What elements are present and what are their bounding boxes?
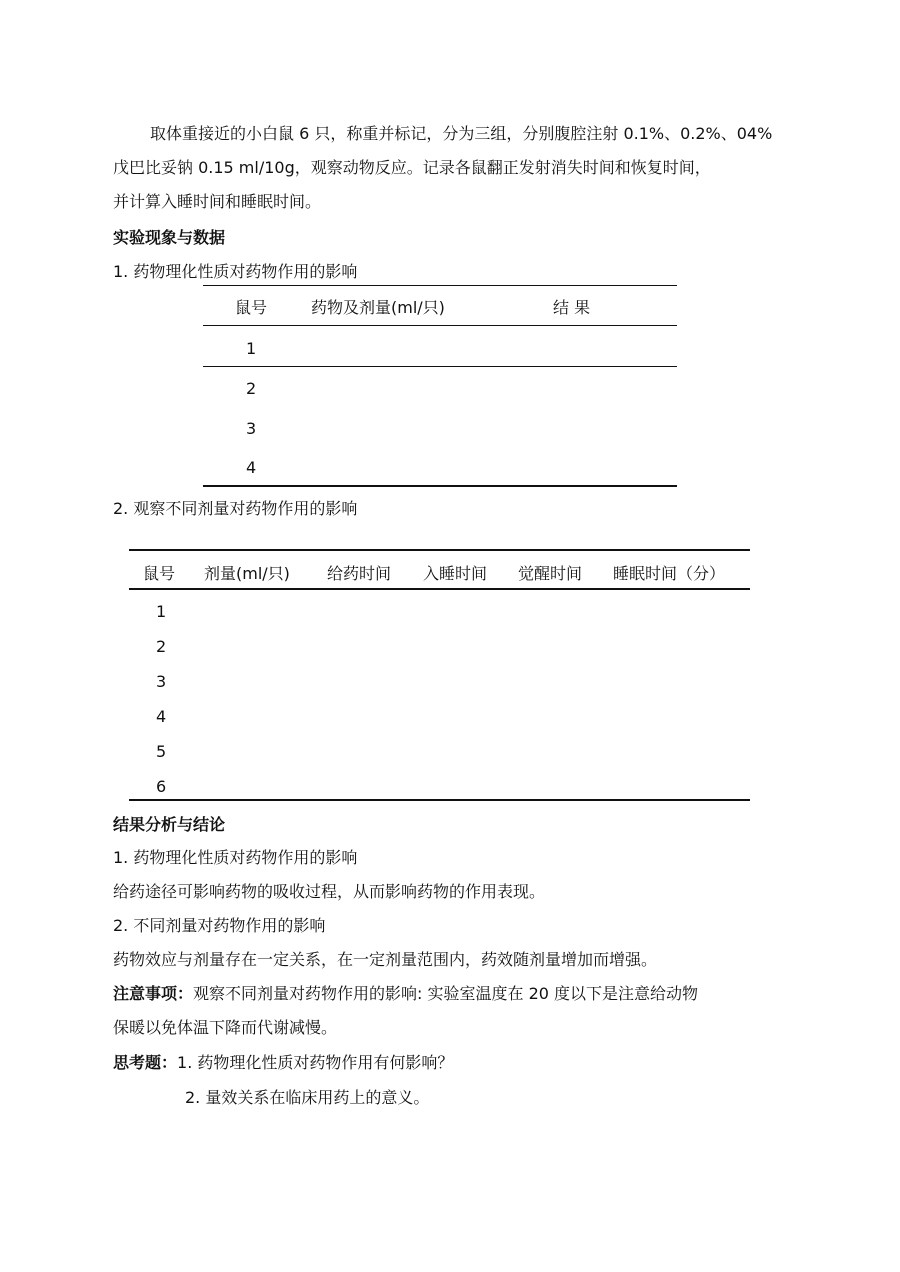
analysis-item2-text: 药物效应与剂量存在一定关系，在一定剂量范围内，药效随剂量增加而增强。 [113,950,658,969]
table-row: 2 [156,637,167,656]
table-row: 5 [156,742,167,761]
intro-line-1: 取体重接近的小白鼠 6 只，称重并标记，分为三组，分别腹腔注射 0.1%、0.2%、04% [150,124,773,143]
table1-title: 1. 药物理化性质对药物作用的影响 [113,262,358,281]
table1-top-rule [203,285,677,286]
section-heading-observation: 实验现象与数据 [113,228,226,247]
table-row: 4 [156,707,167,726]
analysis-item1-text: 给药途径可影响药物的吸收过程，从而影响药物的作用表现。 [113,882,546,901]
notes-line-1 [113,984,698,1004]
analysis-item1-title: 1. 药物理化性质对药物作用的影响 [113,848,358,867]
questions-line-1 [113,1053,453,1073]
table2-header-mouse-no: 鼠号 [143,564,176,583]
table2-header-wake-time: 觉醒时间 [518,564,583,583]
table-row: 4 [246,458,257,477]
question-2: 2. 量效关系在临床用药上的意义。 [185,1088,430,1107]
table2-title: 2. 观察不同剂量对药物作用的影响 [113,499,358,518]
table-row: 1 [156,602,167,621]
analysis-item2-title: 2. 不同剂量对药物作用的影响 [113,916,326,935]
notes-label: 注意事项： [113,984,194,1003]
section-heading-analysis: 结果分析与结论 [113,815,226,834]
table1-header-mouse-no: 鼠号 [235,298,268,317]
table1-header-result: 结 果 [553,298,591,317]
question-1: 1. 药物理化性质对药物作用有何影响？ [177,1053,454,1072]
questions-label: 思考题： [113,1053,178,1072]
notes-line-2: 保暖以免体温下降而代谢减慢。 [113,1018,338,1037]
table-row: 3 [246,419,257,438]
table1-row-rule [203,366,677,367]
table2-header-dosing-time: 给药时间 [327,564,392,583]
table2-top-rule [129,549,750,551]
table1-header-rule [203,325,677,326]
table2-header-rule [129,588,750,590]
table1-header-drug-dose: 药物及剂量(ml/只) [311,298,445,317]
notes-text-1: 观察不同剂量对药物作用的影响: 实验室温度在 20 度以下是注意给动物 [193,984,699,1003]
table-row: 1 [246,339,257,358]
intro-line-3: 并计算入睡时间和睡眠时间。 [113,192,322,211]
table-row: 6 [156,777,167,796]
table-drug-properties [203,285,677,488]
table2-header-sleep-onset: 入睡时间 [423,564,488,583]
table1-bottom-rule [203,485,677,487]
table-row: 2 [246,379,257,398]
table2-header-sleep-duration: 睡眠时间（分） [613,564,726,583]
table2-bottom-rule [129,799,750,801]
table2-header-dose: 剂量(ml/只) [204,564,290,583]
intro-line-2: 戊巴比妥钠 0.15 ml/10g，观察动物反应。记录各鼠翻正发射消失时间和恢复时间， [113,158,711,177]
table-dose-effect [129,549,750,803]
table-row: 3 [156,672,167,691]
